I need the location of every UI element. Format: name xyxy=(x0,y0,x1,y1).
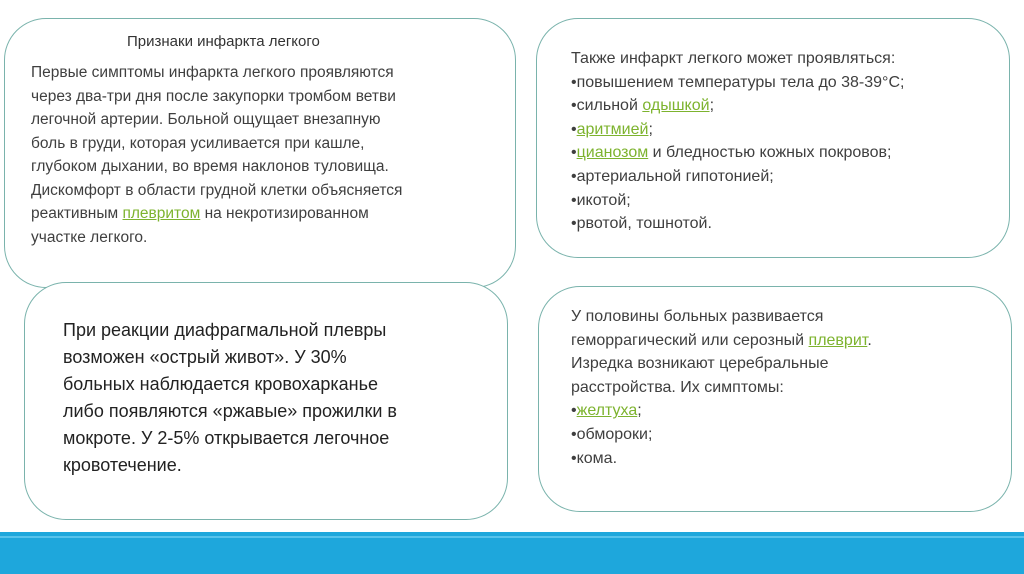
text-line: геморрагический или серозный xyxy=(571,331,809,349)
text-line: При реакции диафрагмальной плевры xyxy=(63,320,387,340)
list-item-text: •кома. xyxy=(571,449,618,467)
list-item-text: • xyxy=(571,120,577,138)
text-line: Дискомфорт в области грудной клетки объясняется xyxy=(31,181,403,199)
list-item-text: •обмороки; xyxy=(571,425,653,443)
list-item xyxy=(571,165,1001,189)
text-line: Изредка возникают церебральные xyxy=(571,355,829,373)
pleuritis-link[interactable]: плеврит xyxy=(808,331,868,349)
list-item-text: • xyxy=(571,402,577,420)
list-item-text: •артериальной гипотонией; xyxy=(571,167,774,185)
list-item xyxy=(571,118,1001,142)
list-item-text: •рвотой, тошнотой. xyxy=(571,215,712,233)
list-item xyxy=(571,71,1001,95)
text-line: реактивным xyxy=(31,205,123,222)
cerebral-card xyxy=(538,286,1012,512)
text-line: на некротизированном xyxy=(200,205,369,222)
text-line: Первые симптомы инфаркта легкого проявляются xyxy=(31,64,394,81)
list-item-text: и бледностью кожных покровов; xyxy=(648,144,892,162)
list-item xyxy=(571,447,991,471)
list-item xyxy=(571,189,1001,213)
list-item xyxy=(571,94,1001,118)
text-line: либо появляются «ржавые» прожилки в xyxy=(63,401,397,421)
text-line: боль в груди, которая усиливается при кашле, xyxy=(31,134,365,152)
text-line: мокроте. У 2-5% открывается легочное xyxy=(63,428,390,448)
footer-bar xyxy=(0,532,1024,574)
symptoms-text xyxy=(31,61,501,249)
text-line: легочной артерии. Больной ощущает внезапную xyxy=(31,111,381,128)
list-item xyxy=(571,399,991,423)
list-item-text: •сильной xyxy=(571,97,643,115)
list-item-text: ; xyxy=(637,402,642,420)
cyanosis-link[interactable]: цианозом xyxy=(576,144,649,162)
list-item-text: •повышением температуры тела до 38-39°C; xyxy=(571,73,905,91)
list-item xyxy=(571,212,1001,236)
list-item-text: ; xyxy=(709,97,715,115)
pleuritis-link[interactable]: плевритом xyxy=(122,205,201,222)
diaphragmatic-text xyxy=(63,317,483,479)
text-line: . xyxy=(867,331,872,349)
arrhythmia-link[interactable]: аритмией xyxy=(576,120,649,138)
jaundice-link[interactable]: желтуха xyxy=(576,402,638,420)
list-item-text: • xyxy=(571,144,577,162)
list-heading: Также инфаркт легкого может проявляться: xyxy=(571,50,896,67)
card-title: Признаки инфаркта легкого xyxy=(127,33,320,50)
diaphragmatic-card xyxy=(24,282,508,520)
dyspnea-link[interactable]: одышкой xyxy=(642,97,710,115)
text-line: больных наблюдается кровохарканье xyxy=(63,374,378,394)
text-line: участке легкого. xyxy=(31,228,148,246)
list-item-text: ; xyxy=(648,120,653,138)
list-item xyxy=(571,423,991,447)
symptoms-card xyxy=(4,18,516,288)
text-line: кровотечение. xyxy=(63,455,182,475)
list-item-text: •икотой; xyxy=(571,191,631,209)
manifestations-card xyxy=(536,18,1010,258)
footer-stripe xyxy=(0,536,1024,538)
text-line: возможен «острый живот». У 30% xyxy=(63,347,347,367)
text-line: У половины больных развивается xyxy=(571,308,824,325)
text-line: расстройства. Их симптомы: xyxy=(571,378,784,396)
manifestations-list xyxy=(571,47,1001,236)
text-line: глубоком дыхании, во время наклонов туловища. xyxy=(31,158,389,175)
list-item xyxy=(571,141,1001,165)
text-line: через два-три дня после закупорки тромбом ветви xyxy=(31,87,396,105)
cerebral-text xyxy=(571,305,991,470)
